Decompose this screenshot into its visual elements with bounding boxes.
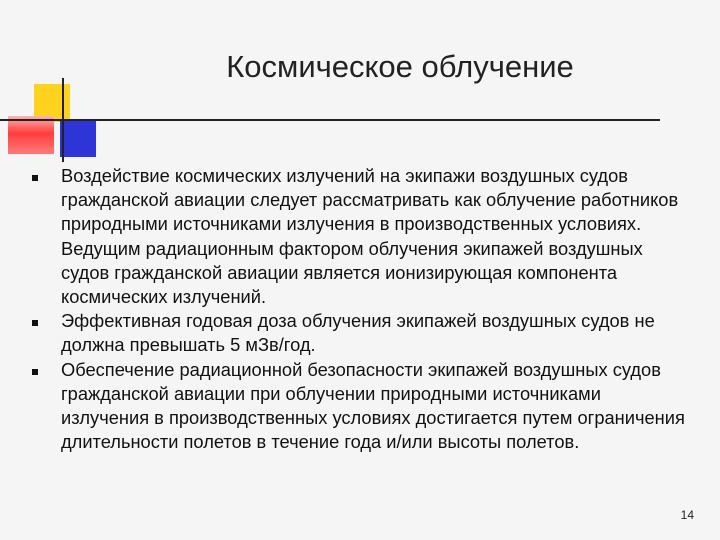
slide-title: Космическое облучение — [226, 49, 574, 84]
bullet-text: Эффективная годовая доза облучения экипажей воздушных судов не должна превышать 5 мЗв/год. — [61, 310, 655, 356]
bullet-list — [30, 164, 690, 454]
square-bullet-icon — [32, 320, 38, 326]
red-square-decoration — [8, 116, 54, 154]
bullet-text: Обеспечение радиационной безопасности экипажей воздушных судов гражданской авиации при облучении природными источниками излучения в производственных условиях достигается путем ограничения длительности полетов в течение года и/или высоты полетов. — [61, 358, 685, 453]
title-decoration — [0, 0, 110, 170]
square-bullet-icon — [32, 175, 38, 181]
bullet-item — [30, 309, 690, 357]
bullet-item — [30, 164, 690, 309]
page-number: 14 — [680, 508, 694, 522]
bullet-item — [30, 358, 690, 455]
blue-square-decoration — [60, 121, 96, 157]
bullet-text: Воздействие космических излучений на экипажи воздушных судов гражданской авиации следует рассматривать как облучение работников природными источниками излучения в производственных условиях. Ведущим радиационным фактором облучения экипажей воздушных судов гражданской авиации является ионизирующая компонента космических излучений. — [61, 165, 679, 308]
square-bullet-icon — [32, 369, 38, 375]
horizontal-rule — [0, 119, 660, 121]
